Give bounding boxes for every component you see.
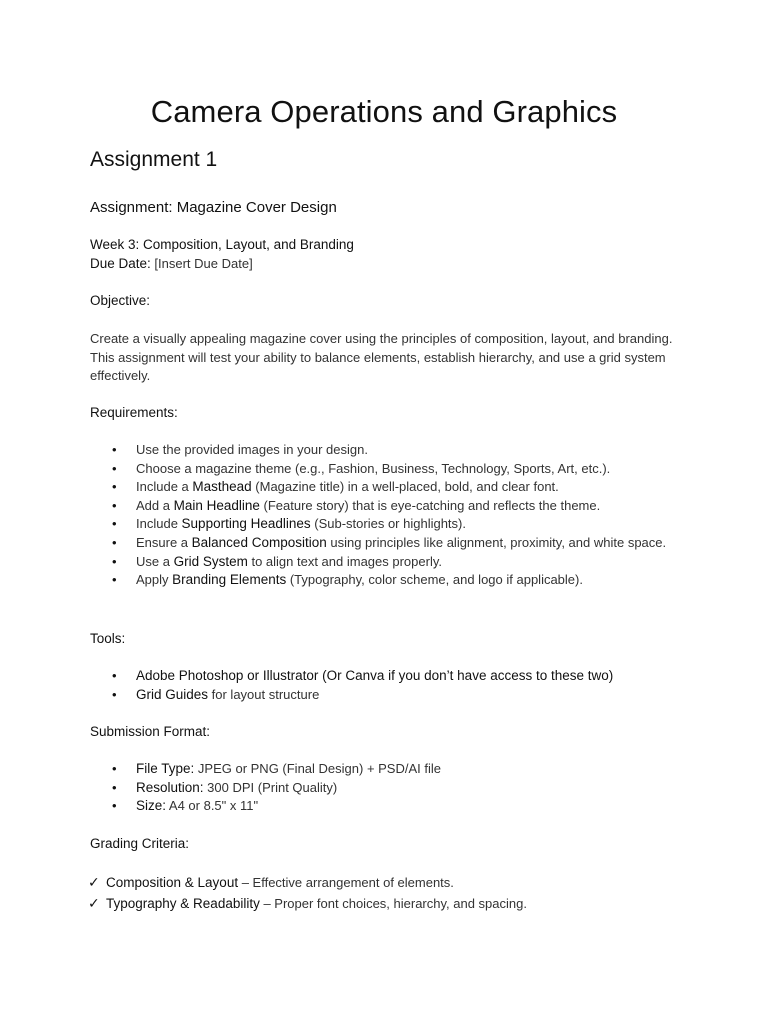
- grading-item: [88, 895, 527, 912]
- week-line: Week 3: Composition, Layout, and Branding: [90, 237, 354, 252]
- item-text: (Magazine title) in a well-placed, bold, and clear font.: [251, 479, 559, 495]
- grading-item: [88, 874, 454, 891]
- list-item: [112, 571, 672, 590]
- grading-heading: Grading Criteria:: [90, 836, 190, 851]
- item-text: A4 or 8.5" x 11": [166, 798, 259, 814]
- item-text: (Sub-stories or highlights).: [310, 516, 466, 532]
- checkmark-icon: ✓: [88, 895, 100, 911]
- item-text: – Effective arrangement of elements.: [238, 875, 454, 890]
- item-bold: Typography & Readability: [106, 896, 260, 911]
- item-text: Use the provided images in your design.: [136, 442, 368, 457]
- item-text: (Feature story) that is eye-catching and reflects the theme.: [259, 497, 601, 513]
- list-item: [112, 534, 672, 553]
- list-item: [112, 797, 672, 816]
- item-bold: Resolution:: [136, 779, 204, 795]
- objective-text: Create a visually appealing magazine cover using the principles of composition, layout, and branding. This assignment will test your ability to balance elements, establish hierarchy, and use a grid system effectively.: [90, 331, 673, 383]
- item-text: Choose a magazine theme (e.g., Fashion, Business, Technology, Sports, Art, etc.).: [136, 460, 611, 476]
- document-title: Camera Operations and Graphics: [150, 94, 618, 129]
- item-bold: Supporting Headlines: [181, 516, 311, 532]
- item-bold: Grid System: [173, 553, 248, 569]
- item-text: for layout structure: [208, 686, 320, 702]
- list-item: [112, 515, 672, 534]
- list-item: [112, 478, 672, 497]
- list-item: [112, 497, 672, 516]
- item-text: to align text and images properly.: [247, 553, 442, 569]
- item-bold: Adobe Photoshop or Illustrator (Or Canva if you don’t have access to these two): [136, 668, 614, 683]
- item-bold: File Type:: [136, 761, 195, 776]
- tools-heading: Tools:: [90, 631, 126, 646]
- item-text: 300 DPI (Print Quality): [203, 779, 338, 795]
- list-item: [112, 686, 672, 705]
- list-item: [112, 553, 672, 572]
- item-text: Include: [136, 516, 182, 532]
- item-text: Apply: [136, 572, 173, 588]
- item-bold: Masthead: [192, 479, 252, 495]
- list-item: [112, 460, 672, 479]
- item-text: Ensure a: [136, 534, 192, 550]
- item-text: Use a: [136, 553, 174, 569]
- item-text: Add a: [136, 497, 174, 513]
- requirements-heading: Requirements:: [90, 405, 178, 420]
- item-text: using principles like alignment, proximity, and white space.: [326, 534, 667, 550]
- item-text: (Typography, color scheme, and logo if applicable).: [286, 572, 583, 588]
- list-item: [112, 441, 672, 460]
- assignment-title: Assignment: Magazine Cover Design: [90, 199, 337, 216]
- tools-list: [112, 667, 672, 704]
- checkmark-icon: ✓: [88, 874, 100, 890]
- due-date-value: [Insert Due Date]: [150, 256, 253, 271]
- submission-heading: Submission Format:: [90, 724, 211, 739]
- due-date-line: [90, 256, 253, 271]
- item-bold: Main Headline: [173, 497, 260, 513]
- submission-list: [112, 760, 672, 816]
- item-text: JPEG or PNG (Final Design) + PSD/AI file: [194, 761, 441, 776]
- list-item: [112, 760, 672, 779]
- item-bold: Grid Guides: [136, 686, 209, 702]
- item-bold: Composition & Layout: [106, 875, 239, 890]
- item-bold: Size:: [136, 798, 167, 814]
- requirements-list: [112, 441, 672, 590]
- item-bold: Branding Elements: [172, 572, 287, 588]
- assignment-heading: Assignment 1: [90, 148, 218, 171]
- list-item: [112, 779, 672, 798]
- due-date-label: Due Date:: [90, 256, 151, 271]
- item-text: – Proper font choices, hierarchy, and spacing.: [259, 896, 527, 911]
- item-bold: Balanced Composition: [191, 534, 327, 550]
- list-item: [112, 667, 672, 686]
- objective-heading: Objective:: [90, 293, 151, 308]
- item-text: Include a: [136, 479, 193, 495]
